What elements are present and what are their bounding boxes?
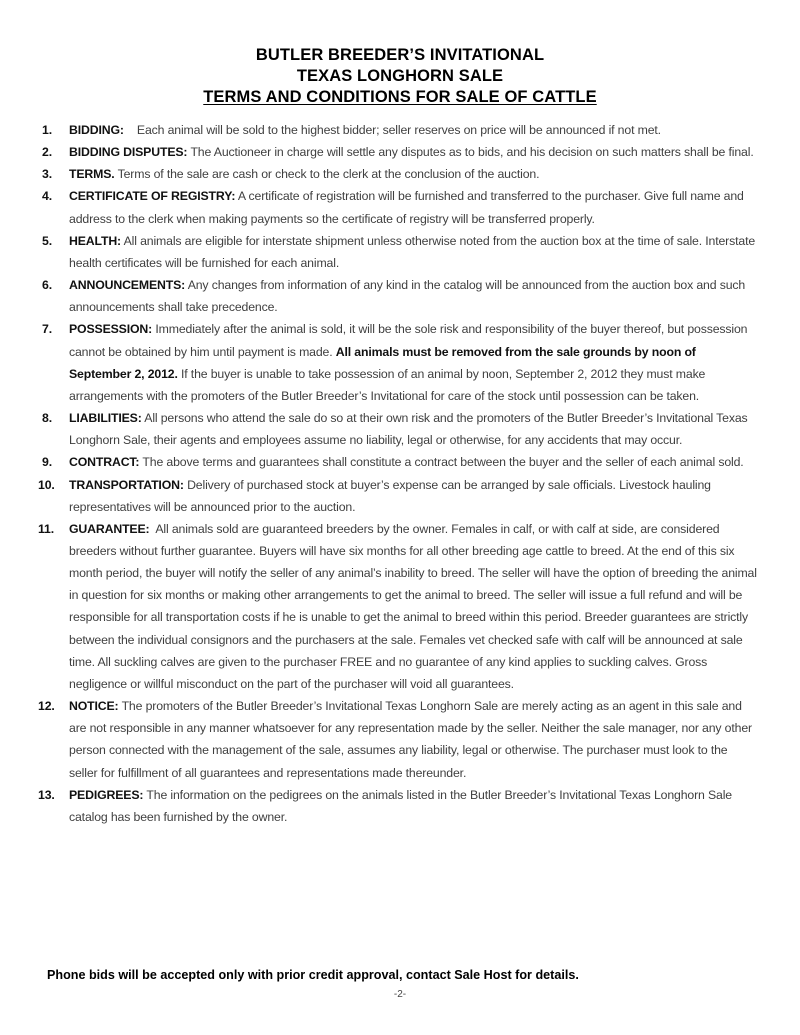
terms-list [38, 119, 758, 828]
term-guarantee [38, 518, 758, 695]
title-line-3: TERMS AND CONDITIONS FOR SALE OF CATTLE [203, 88, 597, 106]
term-text: The above terms and guarantees shall constitute a contract between the buyer and the seller of each animal sold. [142, 455, 744, 470]
page-number: -2- [393, 989, 407, 1000]
term-number: 11. [38, 521, 54, 536]
term-number: 3. [42, 167, 52, 182]
term-transportation [38, 474, 758, 518]
term-contract [42, 451, 758, 473]
title-line-2: TEXAS LONGHORN SALE [296, 67, 504, 85]
term-heading: BIDDING: [69, 123, 124, 137]
term-heading: TRANSPORTATION: [69, 477, 184, 492]
term-text: Delivery of purchased stock at buyer’s expense can be arranged by sale officials. Livestock hauling representatives will be announced prior to the auction. [69, 477, 711, 514]
document-title [0, 45, 800, 108]
term-text: All animals are eligible for interstate shipment unless otherwise noted from the auction box at the time of sale. Interstate health certificates will be furnished for each animal. [69, 233, 756, 270]
term-text: Each animal will be sold to the highest bidder; seller reserves on price will be announced if not met. [136, 123, 661, 137]
term-text: The information on the pedigrees on the animals listed in the Butler Breeder’s Invitational Texas Longhorn Sale catalog has been furnished by the owner. [69, 787, 732, 824]
term-heading: HEALTH: [69, 233, 121, 248]
term-text-after: If the buyer is unable to take possession of an animal by noon, September 2, 2012 they must make arrangements with the promoters of the Butler Breeder’s Invitational for care of the stock until possession can be taken. [69, 366, 706, 403]
term-number: 13. [38, 787, 55, 802]
term-bidding [42, 119, 758, 141]
term-heading: CERTIFICATE OF REGISTRY: [69, 189, 236, 204]
term-text: All animals sold are guaranteed breeders by the owner. Females in calf, or with calf at side, are considered breeders without further guarantee. Buyers will have six months for all other breeding age cattle to breed. At the end of this six month period, the buyer will notify the seller of any animal’s inability to breed. The seller will have the option of breeding the animal in question for six months or making other arrangements to get the animal to breed. The seller will issue a full refund and will be responsible for all transportation costs if he is unable to get the animal to breed within this period. Breeder guarantees are strictly between the individual consignors and the purchasers at the sale. Females vet checked safe with calf will be announced at sale time. All suckling calves are given to the purchaser FREE and no guarantee of any kind applies to suckling calves. Gross negligence or willful misconduct on the part of the purchaser will void all guarantees. [69, 521, 757, 691]
term-text: Any changes from information of any kind in the catalog will be announced from the auction box and such announcements shall take precedence. [69, 278, 746, 315]
term-number: 2. [42, 145, 52, 160]
term-bold-text: All animals must be removed from the sale grounds by noon of September 2, 2012. [69, 344, 696, 381]
term-announcements [42, 274, 758, 318]
term-bidding-disputes [42, 141, 758, 163]
term-pedigrees [38, 784, 758, 828]
term-text: The Auctioneer in charge will settle any disputes as to bids, and his decision on such matters shall be final. [190, 145, 754, 160]
term-number: 1. [42, 123, 52, 137]
term-heading: POSSESSION: [69, 322, 153, 337]
term-number: 7. [42, 322, 52, 337]
term-number: 6. [42, 278, 52, 293]
term-heading: TERMS. [69, 167, 115, 182]
term-heading: LIABILITIES: [69, 411, 142, 426]
term-number: 9. [42, 455, 52, 470]
term-text: A certificate of registration will be furnished and transferred to the purchaser. Give full name and address to the clerk when making payments so the certificate of registry will be transferred properly. [69, 189, 744, 226]
term-certificate-of-registry [42, 185, 758, 229]
term-notice [38, 695, 758, 784]
term-heading: BIDDING DISPUTES: [69, 145, 188, 160]
term-heading: CONTRACT: [69, 455, 140, 470]
term-heading: ANNOUNCEMENTS: [69, 278, 186, 293]
term-liabilities [42, 407, 758, 451]
term-number: 12. [38, 699, 55, 714]
term-text: Terms of the sale are cash or check to the clerk at the conclusion of the auction. [117, 167, 540, 182]
term-number: 5. [42, 233, 52, 248]
term-heading: GUARANTEE: [69, 521, 150, 536]
term-number: 10. [38, 477, 55, 492]
term-text: Immediately after the animal is sold, it will be the sole risk and responsibility of the buyer thereof, but possession cannot be obtained by him until payment is made. [69, 322, 748, 359]
term-heading: NOTICE: [69, 699, 119, 714]
term-terms [42, 163, 758, 185]
term-number: 8. [42, 411, 52, 426]
title-line-1: BUTLER BREEDER’S INVITATIONAL [255, 46, 545, 64]
term-health [42, 230, 758, 274]
phone-bids-note: Phone bids will be accepted only with prior credit approval, contact Sale Host for details. [47, 968, 579, 982]
term-possession [42, 318, 758, 407]
term-number: 4. [42, 189, 52, 204]
term-heading: PEDIGREES: [69, 787, 144, 802]
term-text: The promoters of the Butler Breeder’s Invitational Texas Longhorn Sale are merely acting as an agent in this sale and are not responsible in any manner whatsoever for any representation made by the seller. Neither the sale manager, nor any other person connected with the management of the sale, assumes any liability, legal or otherwise. The purchaser must look to the seller for fulfillment of all guarantees and representations made thereunder. [69, 699, 752, 780]
term-text: All persons who attend the sale do so at their own risk and the promoters of the Butler Breeder’s Invitational Texas Longhorn Sale, their agents and employees assume no liability, legal or otherwise, for any accidents that may occur. [69, 411, 748, 448]
